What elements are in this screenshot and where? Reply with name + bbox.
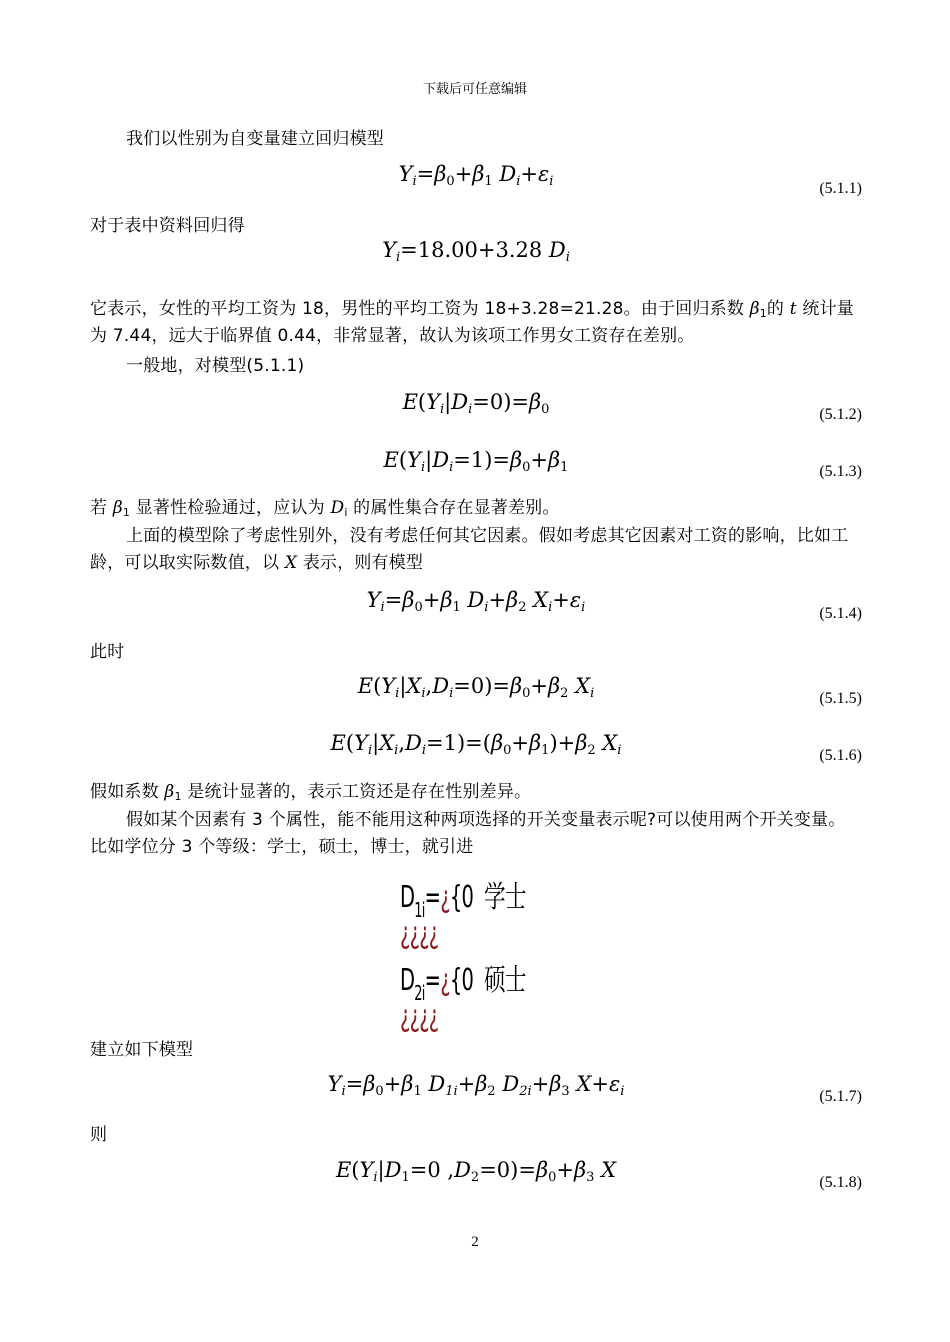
paragraph-three-attributes: 假如某个因素有 3 个属性，能不能用这种两项选择的开关变量表示呢?可以使用两个开关变量。比如学位分 3 个等级：学士，硕士，博士，就引进 xyxy=(90,810,846,857)
paragraph-at-this-time: 此时 xyxy=(90,642,125,662)
paragraph-then: 则 xyxy=(90,1125,108,1145)
paragraph-build-model: 建立如下模型 xyxy=(90,1040,194,1060)
equation-number-5-1-4: (5.1.4) xyxy=(819,605,862,622)
equation-number-5-1-2: (5.1.2) xyxy=(819,406,862,423)
page-header: 下载后可任意编辑 xyxy=(422,82,527,97)
paragraph-general: 一般地，对模型(5.1.1) xyxy=(126,356,305,376)
equation-number-5-1-7: (5.1.7) xyxy=(819,1088,862,1105)
equation-5-1-5: $E(Y_i|X_i,D_i=0)=\beta_0+\beta_2$ $X_i$ xyxy=(357,674,595,701)
equation-number-5-1-5: (5.1.5) xyxy=(819,690,862,707)
equation-5-1-7: $Y_i=\beta_0+\beta_1$ $D_{1i}+\beta_2$ $D_{2i}+\beta_3$ $X+\varepsilon_i$ xyxy=(327,1072,625,1099)
equation-5-1-4: $Y_i=\beta_0+\beta_1$ $D_i+\beta_2$ $X_i+\varepsilon_i$ xyxy=(366,588,586,615)
fitted-coefficient: 3.28 xyxy=(495,238,543,262)
equation-number-5-1-3: (5.1.3) xyxy=(819,463,862,480)
equation-fitted: $Y_i=18.00+3.28$ $D_i$ xyxy=(382,238,570,265)
dummy-variable-d2: $D_{2i}=¿\{0$ 硕士¿¿¿¿ xyxy=(400,963,526,1034)
equation-number-5-1-1: (5.1.1) xyxy=(819,180,862,197)
paragraph-intro: 我们以性别为自变量建立回归模型 xyxy=(126,129,384,149)
paragraph-significance: 若 β1 显著性检验通过，应认为 Di 的属性集合存在显著差别。 xyxy=(90,498,560,519)
equation-5-1-1: $Y_i=\beta_0+\beta_1$ $D_i+\varepsilon_i$ xyxy=(398,162,554,189)
equation-number-5-1-8: (5.1.8) xyxy=(819,1174,862,1191)
fitted-constant: 18.00 xyxy=(417,238,478,262)
equation-5-1-2: $E(Y_i|D_i=0)=\beta_0$ xyxy=(402,390,550,417)
paragraph-regression-result: 对于表中资料回归得 xyxy=(90,216,245,236)
paragraph-gender-difference: 假如系数 β1 是统计显著的，表示工资还是存在性别差异。 xyxy=(90,782,532,803)
equation-5-1-8: $E(Y_i|D_1=0$ $,D_2=0)=\beta_0+\beta_3$ X xyxy=(335,1158,617,1185)
paragraph-interpretation: 它表示，女性的平均工资为 18，男性的平均工资为 18+3.28=21.28。由于回归系数 β1的 t 统计量为 7.44，远大于临界值 0.44，非常显著，故认为该项工作男女工资存在差别。 xyxy=(90,299,854,346)
equation-5-1-3: $E(Y_i|D_i=1)=\beta_0+\beta_1$ xyxy=(383,448,569,475)
equation-5-1-6: $E(Y_i|X_i,D_i=1)=(\beta_0+\beta_1)+\beta_2$ $X_i$ xyxy=(330,731,622,758)
dummy-variable-d1: $D_{1i}=¿\{0$ 学士¿¿¿¿ xyxy=(400,880,526,951)
page-number: 2 xyxy=(471,1234,479,1250)
equation-number-5-1-6: (5.1.6) xyxy=(819,747,862,764)
paragraph-other-factors: 上面的模型除了考虑性别外，没有考虑任何其它因素。假如考虑其它因素对工资的影响，比如工龄，可以取实际数值，以 X 表示，则有模型 xyxy=(90,526,849,573)
